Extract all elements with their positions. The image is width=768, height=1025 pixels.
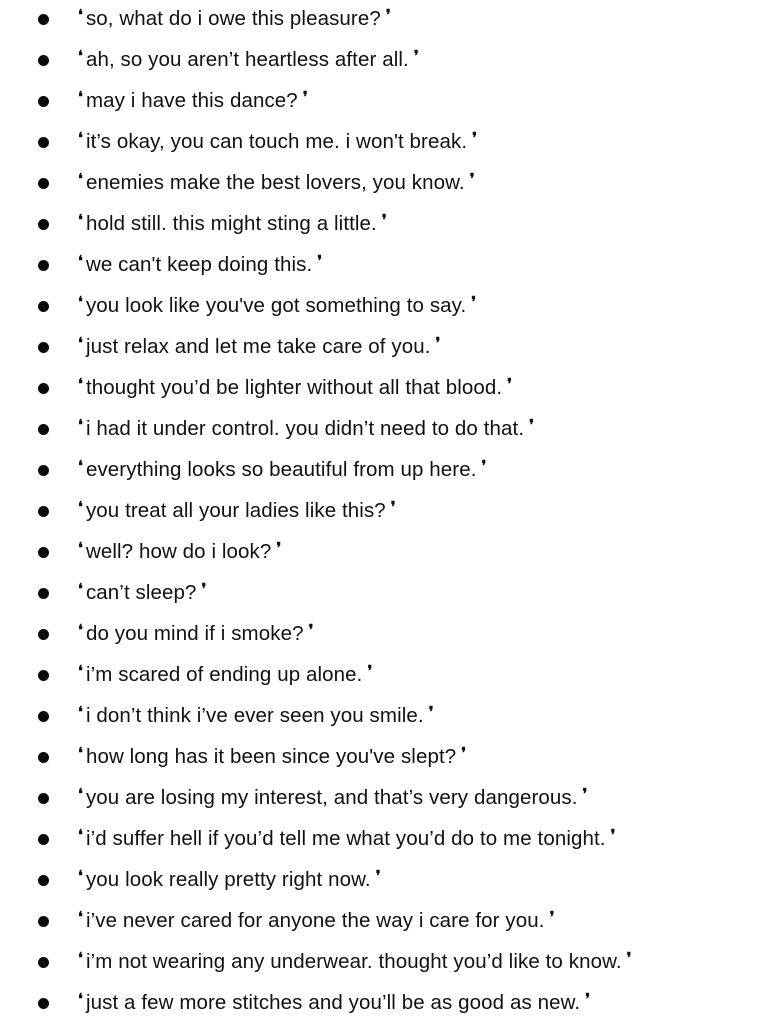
open-quote-icon: ❛: [78, 375, 83, 393]
bullet-icon: [38, 342, 49, 353]
prompt-text: do you mind if i smoke?: [85, 622, 304, 645]
bullet-icon: [38, 383, 49, 394]
bullet-icon: [38, 752, 49, 763]
prompt-quote: [78, 170, 475, 197]
close-quote-icon: ❜: [481, 457, 487, 475]
bullet-icon: [38, 55, 49, 66]
list-item: [0, 82, 768, 123]
list-item: [0, 738, 768, 779]
prompt-text: i’ve never cared for anyone the way i care for you.: [85, 909, 545, 932]
bullet-icon: [38, 670, 49, 681]
prompt-quote: [78, 826, 616, 853]
close-quote-icon: ❜: [582, 785, 588, 803]
prompt-quote: [78, 498, 396, 525]
bullet-icon: [38, 465, 49, 476]
open-quote-icon: ❛: [78, 662, 83, 680]
prompt-text: you look like you've got something to say.: [85, 294, 467, 317]
list-item: [0, 164, 768, 205]
close-quote-icon: ❜: [390, 498, 396, 516]
list-item: [0, 943, 768, 984]
close-quote-icon: ❜: [507, 375, 513, 393]
close-quote-icon: ❜: [435, 334, 441, 352]
prompt-text: i don’t think i’ve ever seen you smile.: [85, 704, 424, 727]
list-item: [0, 533, 768, 574]
prompt-quote: [78, 129, 477, 156]
list-item: [0, 902, 768, 943]
prompt-text: you treat all your ladies like this?: [85, 499, 386, 522]
list-item: [0, 820, 768, 861]
prompt-text: you are losing my interest, and that’s very dangerous.: [85, 786, 578, 809]
bullet-icon: [38, 629, 49, 640]
prompt-text: i’m scared of ending up alone.: [85, 663, 363, 686]
open-quote-icon: ❛: [78, 703, 83, 721]
prompt-text: well? how do i look?: [85, 540, 272, 563]
close-quote-icon: ❜: [201, 580, 207, 598]
open-quote-icon: ❛: [78, 826, 83, 844]
close-quote-icon: ❜: [317, 252, 323, 270]
prompt-text: you look really pretty right now.: [85, 868, 371, 891]
prompt-text: we can't keep doing this.: [85, 253, 313, 276]
open-quote-icon: ❛: [78, 908, 83, 926]
open-quote-icon: ❛: [78, 334, 83, 352]
close-quote-icon: ❜: [461, 744, 467, 762]
open-quote-icon: ❛: [78, 211, 83, 229]
prompt-quote: [78, 703, 434, 730]
close-quote-icon: ❜: [308, 621, 314, 639]
list-item: [0, 0, 768, 41]
open-quote-icon: ❛: [78, 539, 83, 557]
prompt-quote: [78, 662, 372, 689]
bullet-icon: [38, 916, 49, 927]
prompt-text: enemies make the best lovers, you know.: [85, 171, 465, 194]
list-item: [0, 697, 768, 738]
list-item: [0, 246, 768, 287]
bullet-icon: [38, 588, 49, 599]
prompt-quote: [78, 949, 632, 976]
open-quote-icon: ❛: [78, 88, 83, 106]
prompt-text: i’m not wearing any underwear. thought you’d like to know.: [85, 950, 622, 973]
prompt-quote: [78, 785, 587, 812]
bullet-icon: [38, 301, 49, 312]
close-quote-icon: ❜: [529, 416, 535, 434]
bullet-icon: [38, 793, 49, 804]
prompt-quote: [78, 416, 534, 443]
bullet-icon: [38, 260, 49, 271]
close-quote-icon: ❜: [585, 990, 591, 1008]
prompt-quote: [78, 867, 381, 894]
open-quote-icon: ❛: [78, 949, 83, 967]
prompt-text: how long has it been since you've slept?: [85, 745, 457, 768]
close-quote-icon: ❜: [413, 47, 419, 65]
list-item: [0, 492, 768, 533]
bullet-icon: [38, 424, 49, 435]
list-item: [0, 369, 768, 410]
prompt-text: just relax and let me take care of you.: [85, 335, 431, 358]
close-quote-icon: ❜: [302, 88, 308, 106]
bullet-icon: [38, 137, 49, 148]
close-quote-icon: ❜: [276, 539, 282, 557]
open-quote-icon: ❛: [78, 47, 83, 65]
open-quote-icon: ❛: [78, 580, 83, 598]
prompt-quote: [78, 211, 387, 238]
prompt-text: may i have this dance?: [85, 89, 298, 112]
prompt-text: it’s okay, you can touch me. i won't break.: [85, 130, 468, 153]
close-quote-icon: ❜: [471, 293, 477, 311]
open-quote-icon: ❛: [78, 990, 83, 1008]
list-item: [0, 287, 768, 328]
prompt-quote: [78, 457, 486, 484]
prompt-text: thought you’d be lighter without all that blood.: [85, 376, 503, 399]
bullet-icon: [38, 506, 49, 517]
prompt-quote: [78, 252, 322, 279]
close-quote-icon: ❜: [549, 908, 555, 926]
prompt-text: hold still. this might sting a little.: [85, 212, 377, 235]
close-quote-icon: ❜: [367, 662, 373, 680]
prompt-quote: [78, 990, 590, 1017]
close-quote-icon: ❜: [469, 170, 475, 188]
prompt-quote: [78, 539, 281, 566]
prompt-text: ah, so you aren’t heartless after all.: [85, 48, 409, 71]
open-quote-icon: ❛: [78, 170, 83, 188]
open-quote-icon: ❛: [78, 785, 83, 803]
list-item: [0, 615, 768, 656]
prompt-quote: [78, 908, 555, 935]
close-quote-icon: ❜: [428, 703, 434, 721]
prompt-quote: [78, 621, 314, 648]
list-item: [0, 984, 768, 1025]
bullet-icon: [38, 96, 49, 107]
list-item: [0, 410, 768, 451]
open-quote-icon: ❛: [78, 293, 83, 311]
open-quote-icon: ❛: [78, 498, 83, 516]
open-quote-icon: ❛: [78, 621, 83, 639]
bullet-icon: [38, 957, 49, 968]
prompt-quote: [78, 293, 476, 320]
list-item: [0, 123, 768, 164]
open-quote-icon: ❛: [78, 252, 83, 270]
close-quote-icon: ❜: [385, 6, 391, 24]
close-quote-icon: ❜: [472, 129, 478, 147]
open-quote-icon: ❛: [78, 744, 83, 762]
prompt-text: i had it under control. you didn’t need to do that.: [85, 417, 525, 440]
bullet-icon: [38, 834, 49, 845]
list-item: [0, 779, 768, 820]
prompt-text: everything looks so beautiful from up here.: [85, 458, 477, 481]
list-item: [0, 861, 768, 902]
list-item: [0, 574, 768, 615]
open-quote-icon: ❛: [78, 416, 83, 434]
bullet-icon: [38, 14, 49, 25]
close-quote-icon: ❜: [610, 826, 616, 844]
close-quote-icon: ❜: [381, 211, 387, 229]
bullet-icon: [38, 998, 49, 1009]
prompt-quote: [78, 580, 206, 607]
open-quote-icon: ❛: [78, 129, 83, 147]
bullet-icon: [38, 178, 49, 189]
prompt-quote: [78, 334, 440, 361]
prompt-text: can’t sleep?: [85, 581, 197, 604]
prompt-quote: [78, 47, 419, 74]
prompt-quote: [78, 88, 308, 115]
bullet-icon: [38, 219, 49, 230]
close-quote-icon: ❜: [375, 867, 381, 885]
list-item: [0, 451, 768, 492]
list-item: [0, 328, 768, 369]
prompt-quote: [78, 375, 512, 402]
bullet-icon: [38, 547, 49, 558]
list-item: [0, 205, 768, 246]
prompt-text: so, what do i owe this pleasure?: [85, 7, 381, 30]
bullet-icon: [38, 711, 49, 722]
list-item: [0, 41, 768, 82]
open-quote-icon: ❛: [78, 457, 83, 475]
prompt-text: just a few more stitches and you’ll be as good as new.: [85, 991, 581, 1014]
close-quote-icon: ❜: [626, 949, 632, 967]
list-item: [0, 656, 768, 697]
prompt-quote: [78, 744, 466, 771]
prompt-quote: [78, 6, 391, 33]
open-quote-icon: ❛: [78, 6, 83, 24]
prompt-text: i’d suffer hell if you’d tell me what you’d do to me tonight.: [85, 827, 606, 850]
open-quote-icon: ❛: [78, 867, 83, 885]
bullet-icon: [38, 875, 49, 886]
